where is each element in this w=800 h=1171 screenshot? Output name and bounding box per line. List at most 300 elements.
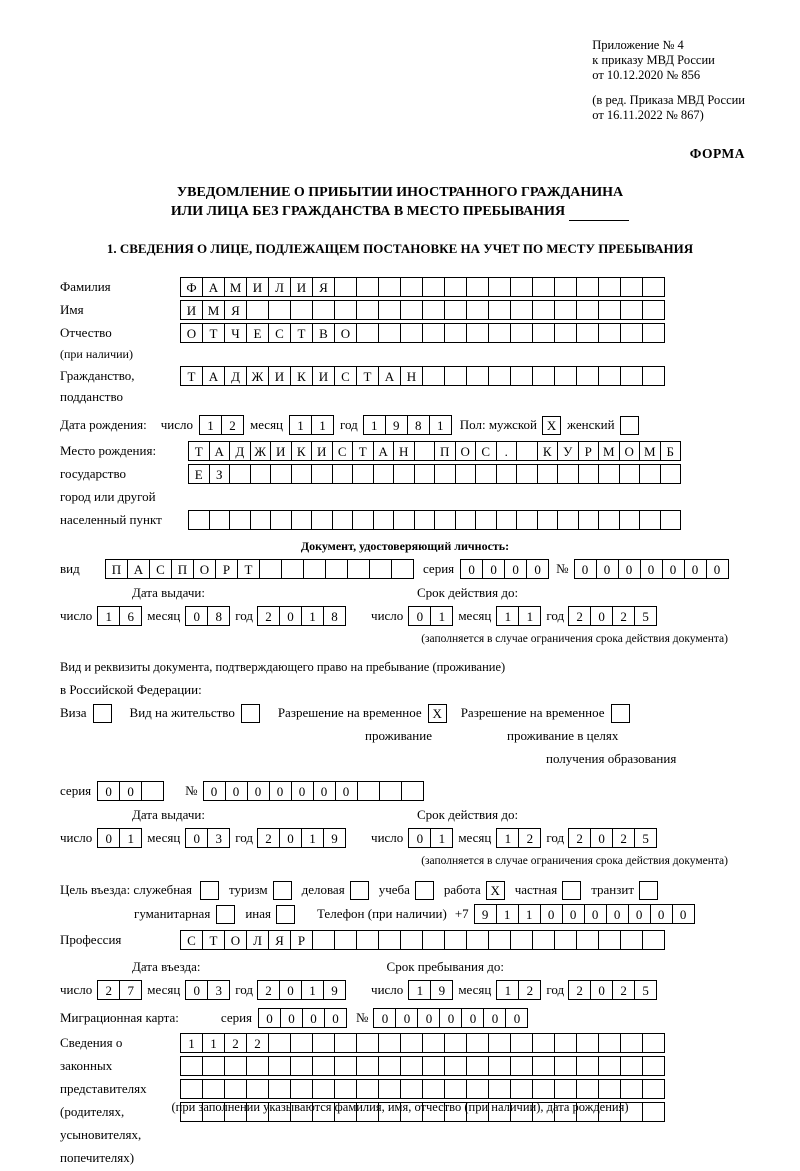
cell[interactable] [532,1056,555,1076]
cell[interactable] [422,1079,445,1099]
cell[interactable] [554,366,577,386]
cell[interactable]: Я [268,930,291,950]
cell[interactable]: 3 [207,828,230,848]
cell[interactable] [312,1056,335,1076]
cell[interactable] [312,1079,335,1099]
cell[interactable]: 0 [417,1008,440,1028]
cell[interactable]: Т [180,366,203,386]
cell[interactable]: 1 [518,904,541,924]
cell[interactable] [246,1079,269,1099]
cell[interactable]: 2 [568,828,591,848]
profession-input[interactable] [180,930,664,950]
cell[interactable] [356,300,379,320]
cell[interactable] [576,1033,599,1053]
cell[interactable] [281,559,304,579]
cell[interactable] [576,1056,599,1076]
cell[interactable]: 2 [518,828,541,848]
cell[interactable]: 0 [119,781,142,801]
cell[interactable]: 1 [496,606,519,626]
cell[interactable] [422,1033,445,1053]
birth-day-input[interactable] [199,415,243,435]
cell[interactable]: И [268,366,291,386]
cell[interactable]: М [224,277,247,297]
permit-issue-year-input[interactable] [257,828,345,848]
cell[interactable] [303,559,326,579]
cell[interactable]: 2 [612,606,635,626]
cell[interactable]: 2 [97,980,120,1000]
cell[interactable]: Ф [180,277,203,297]
cell[interactable] [598,464,620,484]
cell[interactable]: С [268,323,291,343]
cell[interactable] [334,300,357,320]
cell[interactable]: У [557,441,579,461]
cell[interactable] [598,1056,621,1076]
cell[interactable] [352,510,374,530]
cell[interactable] [224,1079,247,1099]
cell[interactable] [620,366,643,386]
temp-residence-checkbox[interactable]: Х [428,704,447,723]
cell[interactable]: 1 [408,980,431,1000]
cell[interactable] [488,1033,511,1053]
cell[interactable]: 2 [257,980,280,1000]
cell[interactable] [488,366,511,386]
cell[interactable] [576,277,599,297]
cell[interactable] [356,323,379,343]
cell[interactable] [378,1079,401,1099]
cell[interactable]: 0 [606,904,629,924]
cell[interactable]: 0 [590,980,613,1000]
cell[interactable] [488,277,511,297]
cell[interactable]: Л [268,277,291,297]
cell[interactable] [229,510,251,530]
migration-series-input[interactable] [258,1008,346,1028]
cell[interactable]: П [105,559,128,579]
cell[interactable] [466,930,489,950]
cell[interactable] [642,323,665,343]
cell[interactable]: 8 [407,415,430,435]
cell[interactable] [475,464,497,484]
cell[interactable]: 5 [634,828,657,848]
cell[interactable]: 0 [185,828,208,848]
cell[interactable]: 0 [672,904,695,924]
cell[interactable]: 2 [612,828,635,848]
cell[interactable] [400,930,423,950]
cell[interactable] [357,781,380,801]
cell[interactable] [311,510,333,530]
visa-checkbox[interactable] [93,704,112,723]
cell[interactable]: 1 [180,1033,203,1053]
cell[interactable]: А [378,366,401,386]
cell[interactable] [391,559,414,579]
cell[interactable] [334,930,357,950]
cell[interactable] [444,1033,467,1053]
cell[interactable] [554,300,577,320]
cell[interactable]: 2 [224,1033,247,1053]
cell[interactable] [378,1056,401,1076]
cell[interactable] [510,277,533,297]
cell[interactable] [488,323,511,343]
cell[interactable] [510,366,533,386]
permit-valid-month-input[interactable] [496,828,540,848]
cell[interactable]: 1 [301,980,324,1000]
cell[interactable]: А [127,559,150,579]
cell[interactable] [619,510,641,530]
cell[interactable]: 5 [634,980,657,1000]
cell[interactable]: 1 [199,415,222,435]
birthplace-input-row2[interactable] [188,464,680,484]
legal-rep-input-row1[interactable] [180,1033,664,1053]
cell[interactable] [554,1056,577,1076]
edu-residence-checkbox[interactable] [611,704,630,723]
cell[interactable]: 0 [461,1008,484,1028]
cell[interactable] [414,441,436,461]
surname-input[interactable] [180,277,664,297]
purpose-work-checkbox[interactable]: Х [486,881,505,900]
cell[interactable]: 0 [504,559,527,579]
cell[interactable] [532,277,555,297]
cell[interactable] [554,1079,577,1099]
cell[interactable]: 2 [257,606,280,626]
birth-year-input[interactable] [363,415,451,435]
cell[interactable] [268,1079,291,1099]
cell[interactable] [334,277,357,297]
cell[interactable]: Я [312,277,335,297]
cell[interactable] [312,930,335,950]
cell[interactable] [356,277,379,297]
cell[interactable]: О [619,441,641,461]
valid-month-input[interactable] [496,606,540,626]
cell[interactable]: 0 [408,828,431,848]
cell[interactable]: 0 [706,559,729,579]
cell[interactable] [188,510,210,530]
cell[interactable] [325,559,348,579]
cell[interactable]: С [332,441,354,461]
permit-valid-year-input[interactable] [568,828,656,848]
cell[interactable]: О [224,930,247,950]
cell[interactable] [393,510,415,530]
cell[interactable]: З [209,464,231,484]
cell[interactable] [312,300,335,320]
cell[interactable] [516,464,538,484]
cell[interactable] [576,930,599,950]
cell[interactable]: 9 [474,904,497,924]
cell[interactable] [642,1056,665,1076]
cell[interactable]: 1 [301,828,324,848]
cell[interactable] [250,510,272,530]
cell[interactable]: 1 [289,415,312,435]
cell[interactable]: 0 [684,559,707,579]
cell[interactable]: 0 [335,781,358,801]
migration-number-input[interactable] [373,1008,527,1028]
cell[interactable] [422,277,445,297]
cell[interactable]: 1 [301,606,324,626]
cell[interactable] [598,323,621,343]
cell[interactable] [268,1056,291,1076]
cell[interactable] [455,464,477,484]
cell[interactable] [373,464,395,484]
cell[interactable] [598,366,621,386]
name-input[interactable] [180,300,664,320]
cell[interactable] [352,464,374,484]
cell[interactable]: 1 [202,1033,225,1053]
cell[interactable] [537,510,559,530]
cell[interactable]: Д [229,441,251,461]
cell[interactable] [246,300,269,320]
cell[interactable] [444,300,467,320]
cell[interactable] [246,1056,269,1076]
cell[interactable]: 0 [203,781,226,801]
cell[interactable]: 8 [323,606,346,626]
cell[interactable] [639,464,661,484]
stay-month-input[interactable] [496,980,540,1000]
permit-valid-day-input[interactable] [408,828,452,848]
cell[interactable] [291,464,313,484]
cell[interactable] [576,300,599,320]
cell[interactable] [642,1079,665,1099]
cell[interactable] [510,323,533,343]
birthplace-input-row3[interactable] [188,510,680,530]
cell[interactable] [537,464,559,484]
cell[interactable]: И [270,441,292,461]
cell[interactable]: Т [188,441,210,461]
cell[interactable]: 0 [279,980,302,1000]
cell[interactable] [422,930,445,950]
cell[interactable] [496,510,518,530]
cell[interactable] [642,1033,665,1053]
cell[interactable] [291,510,313,530]
cell[interactable] [444,323,467,343]
legal-rep-input-row2[interactable] [180,1056,664,1076]
cell[interactable]: Т [290,323,313,343]
cell[interactable]: 0 [640,559,663,579]
cell[interactable]: К [291,441,313,461]
cell[interactable] [332,464,354,484]
cell[interactable]: 2 [518,980,541,1000]
cell[interactable] [516,441,538,461]
cell[interactable] [639,510,661,530]
purpose-other-checkbox[interactable] [276,905,295,924]
cell[interactable] [393,464,415,484]
issue-year-input[interactable] [257,606,345,626]
cell[interactable]: С [475,441,497,461]
birth-month-input[interactable] [289,415,333,435]
cell[interactable] [598,300,621,320]
idoc-series-input[interactable] [460,559,548,579]
cell[interactable] [312,1033,335,1053]
cell[interactable] [270,464,292,484]
cell[interactable] [422,323,445,343]
cell[interactable] [488,1056,511,1076]
cell[interactable] [378,323,401,343]
cell[interactable] [620,1033,643,1053]
cell[interactable]: Н [400,366,423,386]
cell[interactable] [554,277,577,297]
cell[interactable]: А [209,441,231,461]
cell[interactable] [619,464,641,484]
cell[interactable] [356,1033,379,1053]
cell[interactable]: А [202,366,225,386]
cell[interactable]: 0 [258,1008,281,1028]
cell[interactable]: 2 [257,828,280,848]
cell[interactable] [334,1079,357,1099]
cell[interactable] [434,464,456,484]
cell[interactable] [488,930,511,950]
cell[interactable]: Ч [224,323,247,343]
cell[interactable] [422,300,445,320]
cell[interactable] [466,323,489,343]
cell[interactable]: 1 [311,415,334,435]
cell[interactable]: 0 [291,781,314,801]
cell[interactable]: 0 [584,904,607,924]
cell[interactable] [400,323,423,343]
cell[interactable] [444,366,467,386]
purpose-study-checkbox[interactable] [415,881,434,900]
cell[interactable] [510,1033,533,1053]
cell[interactable]: 2 [568,980,591,1000]
cell[interactable]: 2 [246,1033,269,1053]
cell[interactable] [660,510,682,530]
cell[interactable] [268,1033,291,1053]
cell[interactable] [576,1079,599,1099]
cell[interactable] [642,930,665,950]
cell[interactable]: 3 [207,980,230,1000]
cell[interactable] [466,1033,489,1053]
cell[interactable]: И [180,300,203,320]
cell[interactable] [578,510,600,530]
cell[interactable] [180,1079,203,1099]
cell[interactable]: С [180,930,203,950]
cell[interactable] [444,277,467,297]
valid-day-input[interactable] [408,606,452,626]
cell[interactable]: О [455,441,477,461]
cell[interactable]: Т [237,559,260,579]
cell[interactable] [378,930,401,950]
cell[interactable]: И [311,441,333,461]
cell[interactable] [356,1056,379,1076]
cell[interactable] [598,1079,621,1099]
entry-month-input[interactable] [185,980,229,1000]
cell[interactable]: 1 [518,606,541,626]
cell[interactable] [554,930,577,950]
cell[interactable] [378,1033,401,1053]
cell[interactable]: 0 [395,1008,418,1028]
cell[interactable] [620,323,643,343]
cell[interactable]: 1 [119,828,142,848]
cell[interactable] [401,781,424,801]
cell[interactable]: Р [578,441,600,461]
cell[interactable] [268,300,291,320]
cell[interactable] [224,1056,247,1076]
cell[interactable] [270,510,292,530]
cell[interactable]: 0 [408,606,431,626]
cell[interactable] [642,366,665,386]
cell[interactable]: 0 [540,904,563,924]
permit-issue-month-input[interactable] [185,828,229,848]
entry-day-input[interactable] [97,980,141,1000]
cell[interactable] [332,510,354,530]
cell[interactable] [444,1056,467,1076]
cell[interactable] [488,1079,511,1099]
purpose-tourism-checkbox[interactable] [273,881,292,900]
cell[interactable]: 0 [269,781,292,801]
idoc-number-input[interactable] [574,559,728,579]
cell[interactable]: Т [352,441,374,461]
cell[interactable]: 0 [185,980,208,1000]
cell[interactable]: И [246,277,269,297]
cell[interactable] [400,300,423,320]
cell[interactable] [400,277,423,297]
cell[interactable]: Р [290,930,313,950]
stay-year-input[interactable] [568,980,656,1000]
cell[interactable]: П [171,559,194,579]
cell[interactable] [598,277,621,297]
cell[interactable]: 9 [430,980,453,1000]
cell[interactable]: С [149,559,172,579]
cell[interactable]: 0 [279,828,302,848]
cell[interactable]: Н [393,441,415,461]
cell[interactable] [400,1079,423,1099]
cell[interactable]: 0 [225,781,248,801]
cell[interactable] [414,464,436,484]
cell[interactable]: 0 [650,904,673,924]
cell[interactable] [532,930,555,950]
cell[interactable]: 0 [590,606,613,626]
cell[interactable]: 2 [221,415,244,435]
valid-year-input[interactable] [568,606,656,626]
cell[interactable] [620,277,643,297]
cell[interactable]: 0 [302,1008,325,1028]
purpose-private-checkbox[interactable] [562,881,581,900]
cell[interactable] [642,300,665,320]
cell[interactable]: 0 [460,559,483,579]
cell[interactable]: 0 [279,606,302,626]
cell[interactable]: С [334,366,357,386]
cell[interactable] [598,930,621,950]
cell[interactable]: Д [224,366,247,386]
sex-male-checkbox[interactable]: Х [542,416,561,435]
cell[interactable] [455,510,477,530]
cell[interactable] [378,277,401,297]
cell[interactable]: 1 [496,904,519,924]
cell[interactable] [422,366,445,386]
cell[interactable] [510,300,533,320]
cell[interactable]: Я [224,300,247,320]
cell[interactable] [516,510,538,530]
cell[interactable] [378,300,401,320]
cell[interactable] [444,1079,467,1099]
cell[interactable]: М [202,300,225,320]
cell[interactable] [356,930,379,950]
cell[interactable]: 0 [280,1008,303,1028]
cell[interactable] [532,300,555,320]
cell[interactable]: О [180,323,203,343]
cell[interactable] [290,1033,313,1053]
cell[interactable] [347,559,370,579]
cell[interactable] [209,510,231,530]
cell[interactable]: 0 [483,1008,506,1028]
cell[interactable] [620,930,643,950]
purpose-humanitarian-checkbox[interactable] [216,905,235,924]
cell[interactable]: М [598,441,620,461]
issue-day-input[interactable] [97,606,141,626]
cell[interactable] [400,1033,423,1053]
cell[interactable] [229,464,251,484]
cell[interactable]: . [496,441,518,461]
cell[interactable]: В [312,323,335,343]
cell[interactable] [554,323,577,343]
cell[interactable] [311,464,333,484]
cell[interactable]: П [434,441,456,461]
